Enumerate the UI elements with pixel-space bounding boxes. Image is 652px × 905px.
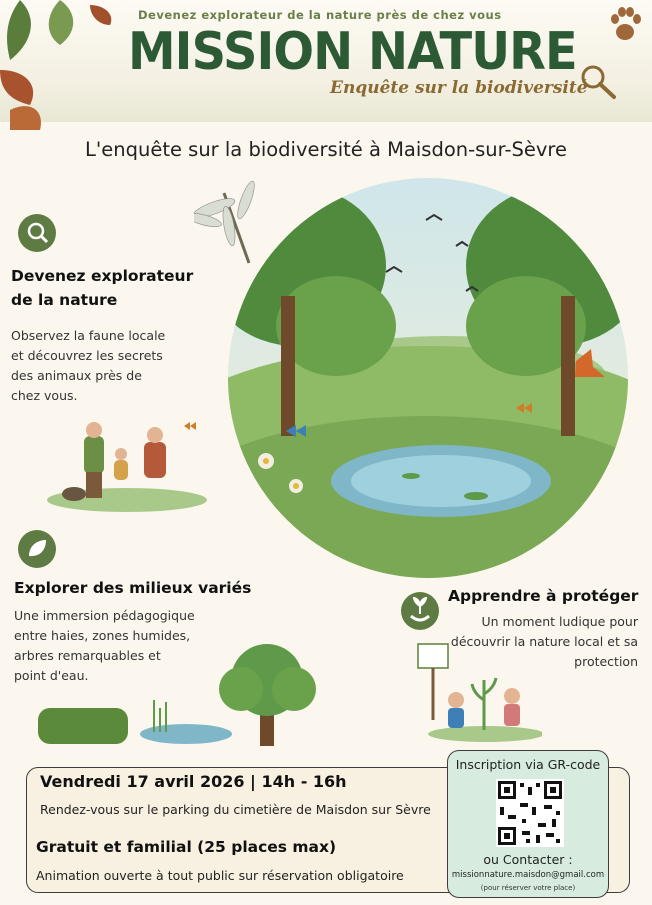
section-milieux-title: Explorer des milieux variés: [14, 579, 252, 597]
text-line: point d'eau.: [14, 668, 89, 683]
text-line: arbres remarquables et: [14, 648, 161, 663]
section-explorer-title-line1: Devenez explorateur: [11, 267, 194, 285]
main-heading: L'enquête sur la biodiversité à Maisdon-sur-Sèvre: [85, 138, 567, 161]
text-line: et découvrez les secrets: [11, 348, 163, 363]
text-line: Une immersion pédagogique: [14, 608, 195, 623]
text-line: des animaux près de: [11, 368, 142, 383]
kids-planting-illustration: [416, 640, 542, 744]
contact-email[interactable]: missionnature.maisdon@gmail.com: [451, 870, 605, 880]
hands-plant-icon: [401, 592, 439, 630]
oak-leaves-icon: [0, 0, 120, 130]
paw-print-icon: [608, 4, 642, 44]
section-proteger-title: Apprendre à protéger: [448, 587, 639, 605]
text-line: Un moment ludique pour: [481, 614, 638, 629]
qr-code[interactable]: [496, 779, 564, 847]
event-price: Gratuit et familial (25 places max): [36, 838, 337, 856]
text-line: chez vous.: [11, 388, 78, 403]
text-line: protection: [574, 654, 638, 669]
magnifier-icon: [578, 62, 618, 100]
section-explorer-title-line2: de la nature: [11, 291, 118, 309]
header-tagline: Devenez explorateur de la nature près de chez vous: [138, 8, 502, 22]
family-exploring-illustration: [44, 416, 210, 514]
leaf-icon: [18, 530, 56, 568]
text-line: découvrir la nature local et sa: [450, 634, 638, 649]
registration-label: Inscription via GR-code: [455, 757, 601, 772]
event-meeting-point: Rendez-vous sur le parking du cimetière de Maisdon sur Sèvre: [40, 802, 431, 817]
nature-scene-illustration: [226, 176, 630, 580]
magnifier-leaf-icon: [18, 214, 56, 252]
event-note: Animation ouverte à tout public sur réservation obligatoire: [36, 868, 404, 883]
contact-label: ou Contacter :: [483, 852, 573, 867]
text-line: entre haies, zones humides,: [14, 628, 191, 643]
page-subtitle: Enquête sur la biodiversité: [330, 78, 588, 98]
text-line: Observez la faune locale: [11, 328, 166, 343]
event-date: Vendredi 17 avril 2026 | 14h - 16h: [40, 772, 347, 791]
contact-email-note: (pour réserver votre place): [480, 884, 576, 892]
page-title: MISSION NATURE: [128, 22, 577, 82]
habitats-illustration: [36, 644, 326, 748]
section-explorer-text: [11, 326, 165, 406]
